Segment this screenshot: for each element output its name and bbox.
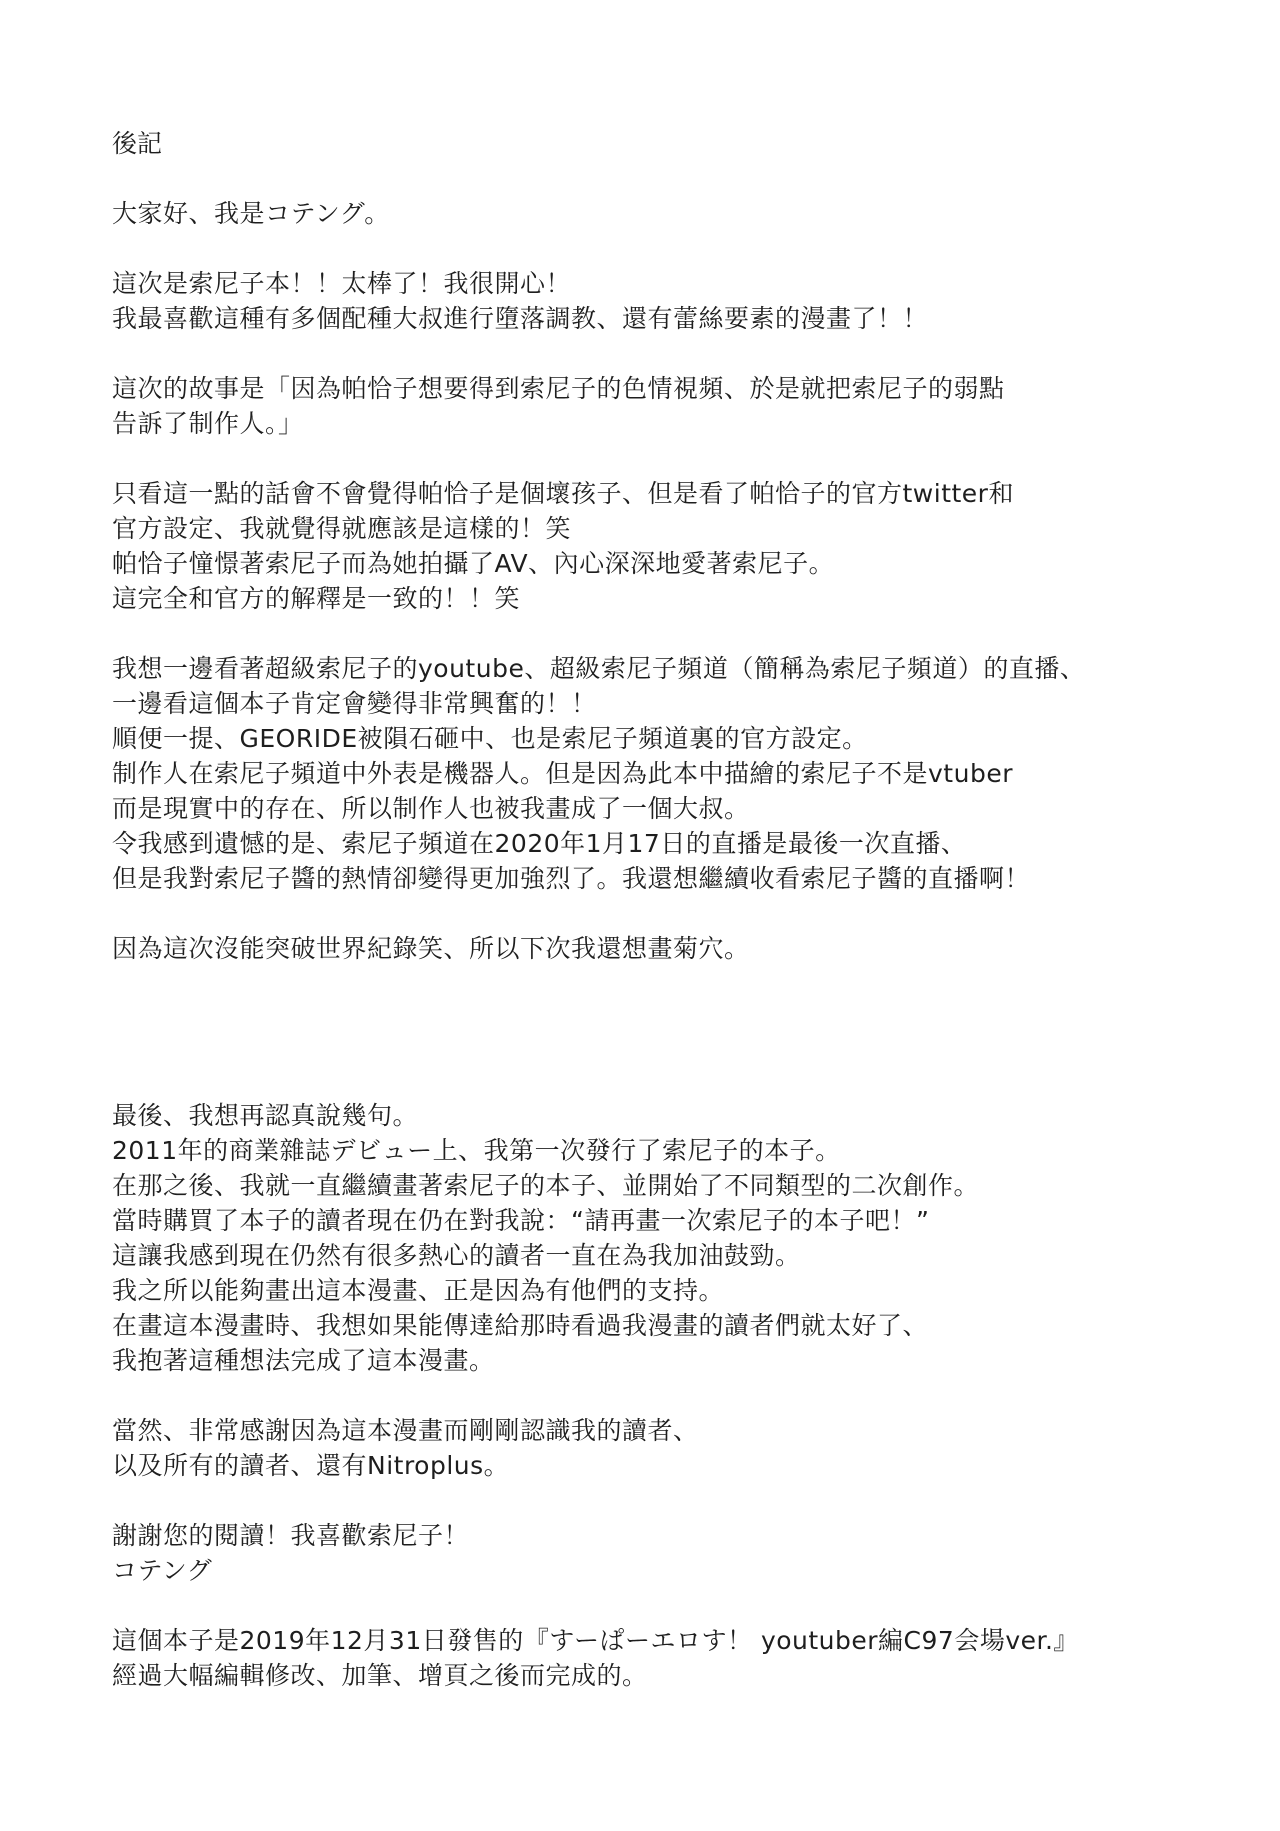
- text-line: 制作人在索尼子頻道中外表是機器人。但是因為此本中描繪的索尼子不是vtuber: [112, 759, 1013, 788]
- text-line: 我抱著這種想法完成了這本漫畫。: [112, 1346, 495, 1375]
- text-line: 2011年的商業雜誌デビュー上、我第一次發行了索尼子的本子。: [112, 1136, 841, 1165]
- afterword-content: [112, 126, 1220, 1693]
- paragraph: [112, 651, 1220, 896]
- paragraph: [112, 266, 1220, 336]
- text-line: 告訴了制作人。」: [112, 409, 304, 438]
- text-line: 這個本子是2019年12月31日發售的『すーぱーエロす！ youtuber編C97会場ver.』: [112, 1626, 1079, 1655]
- text-line: 最後、我想再認真說幾句。: [112, 1101, 419, 1130]
- text-line: 官方設定、我就覺得就應該是這樣的！笑: [112, 514, 572, 543]
- text-line: 當然、非常感謝因為這本漫畫而剛剛認識我的讀者、: [112, 1416, 699, 1445]
- text-line: 因為這次沒能突破世界紀錄笑、所以下次我還想畫菊穴。: [112, 934, 750, 963]
- paragraph: [112, 1413, 1220, 1483]
- text-line: 這次是索尼子本！！太棒了！我很開心！: [112, 269, 572, 298]
- text-line: 這完全和官方的解釋是一致的！！笑: [112, 584, 521, 613]
- paragraph: [112, 371, 1220, 441]
- text-line: 我想一邊看著超級索尼子的youtube、超級索尼子頻道（簡稱為索尼子頻道）的直播、: [112, 654, 1086, 683]
- text-line: 而是現實中的存在、所以制作人也被我畫成了一個大叔。: [112, 794, 750, 823]
- text-line: 以及所有的讀者、還有Nitroplus。: [112, 1451, 510, 1480]
- text-line: 這讓我感到現在仍然有很多熱心的讀者一直在為我加油鼓勁。: [112, 1241, 801, 1270]
- paragraph: [112, 931, 1220, 966]
- text-line: 一邊看這個本子肯定會變得非常興奮的！！: [112, 689, 597, 718]
- paragraph: [112, 1623, 1220, 1693]
- text-line: コテング: [112, 1556, 213, 1585]
- text-line: 謝謝您的閱讀！我喜歡索尼子！: [112, 1521, 470, 1550]
- page-title: 後記: [112, 129, 163, 158]
- paragraph: [112, 476, 1220, 616]
- text-line: 大家好、我是コテング。: [112, 199, 390, 228]
- paragraph: [112, 1098, 1220, 1378]
- text-line: 令我感到遺憾的是、索尼子頻道在2020年1月17日的直播是最後一次直播、: [112, 829, 967, 858]
- text-line: 但是我對索尼子醬的熱情卻變得更加強烈了。我還想繼續收看索尼子醬的直播啊！: [112, 864, 1031, 893]
- text-line: 經過大幅編輯修改、加筆、增頁之後而完成的。: [112, 1661, 648, 1690]
- afterword-body: [112, 196, 1220, 1693]
- text-line: 這次的故事是「因為帕恰子想要得到索尼子的色情視頻、於是就把索尼子的弱點: [112, 374, 1005, 403]
- text-line: 只看這一點的話會不會覺得帕恰子是個壞孩子、但是看了帕恰子的官方twitter和: [112, 479, 1014, 508]
- text-line: 順便一提、GEORIDE被隕石砸中、也是索尼子頻道裏的官方設定。: [112, 724, 868, 753]
- text-line: 在畫這本漫畫時、我想如果能傳達給那時看過我漫畫的讀者們就太好了、: [112, 1311, 929, 1340]
- text-line: 在那之後、我就一直繼續畫著索尼子的本子、並開始了不同類型的二次創作。: [112, 1171, 980, 1200]
- text-line: 我最喜歡這種有多個配種大叔進行墮落調教、還有蕾絲要素的漫畫了！！: [112, 304, 929, 333]
- text-line: 當時購買了本子的讀者現在仍在對我說：“請再畫一次索尼子的本子吧！”: [112, 1206, 930, 1235]
- text-line: 我之所以能夠畫出這本漫畫、正是因為有他們的支持。: [112, 1276, 725, 1305]
- paragraph: [112, 196, 1220, 231]
- paragraph: [112, 1518, 1220, 1588]
- text-line: 帕恰子憧憬著索尼子而為她拍攝了AV、內心深深地愛著索尼子。: [112, 549, 835, 578]
